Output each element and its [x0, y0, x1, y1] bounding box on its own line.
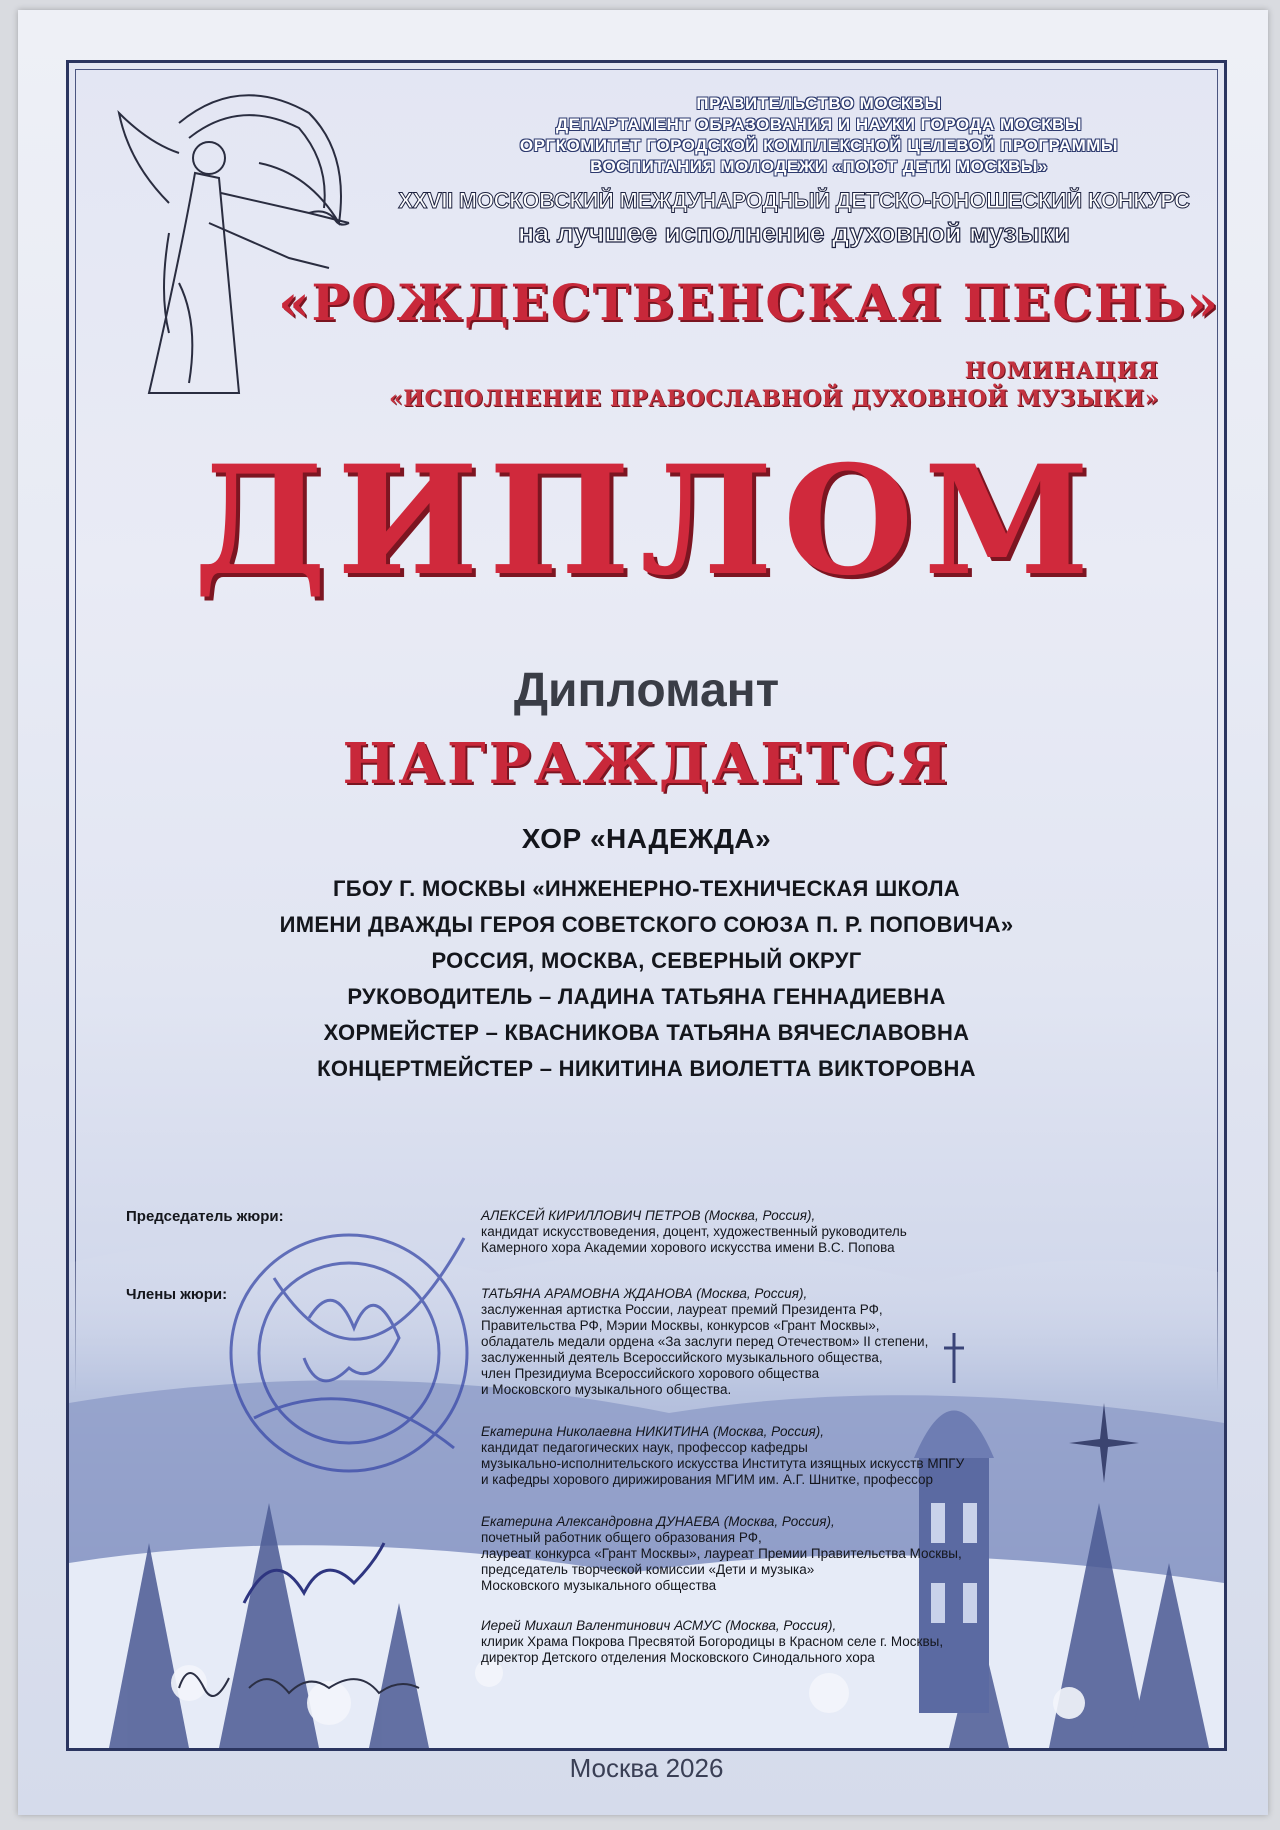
jury-member-name: Екатерина Николаевна НИКИТИНА (Москва, Россия),: [481, 1424, 824, 1439]
organizer-header: [509, 93, 1129, 177]
jury-member-detail: кандидат искусствоведения, доцент, художественный руководитель: [481, 1224, 907, 1239]
header-line: ДЕПАРТАМЕНТ ОБРАЗОВАНИЯ И НАУКИ ГОРОДА МОСКВЫ: [556, 115, 1082, 134]
jury-member-name: Иерей Михаил Валентинович АСМУС (Москва, Россия),: [481, 1618, 837, 1633]
jury-member-detail: директор Детского отделения Московского Синодального хора: [481, 1650, 875, 1665]
jury-member-name: АЛЕКСЕЙ КИРИЛЛОВИЧ ПЕТРОВ (Москва, Россия),: [481, 1208, 816, 1223]
jury-chair-label: Председатель жюри:: [126, 1208, 284, 1225]
official-stamp: [214, 1218, 484, 1488]
award-level: Дипломант: [513, 664, 780, 717]
diploma-frame: [66, 60, 1227, 1783]
jury-member-name: ТАТЬЯНА АРАМОВНА ЖДАНОВА (Москва, Россия),: [481, 1286, 808, 1301]
header-line: ВОСПИТАНИЯ МОЛОДЕЖИ «ПОЮТ ДЕТИ МОСКВЫ»: [590, 157, 1048, 176]
jury-member-detail: почетный работник общего образования РФ,: [481, 1530, 762, 1545]
jury-member-detail: Московского музыкального общества: [481, 1578, 717, 1593]
jury-member-detail: и кафедры хорового дирижирования МГИМ им. А.Г. Шнитке, профессор: [481, 1472, 934, 1487]
contest-title: [359, 188, 1229, 249]
recipient-name: ХОР «НАДЕЖДА»: [521, 823, 772, 854]
contest-line-2: на лучшее исполнение духовной музыки: [517, 218, 1070, 248]
contest-line-1: XXVII МОСКОВСКИЙ МЕЖДУНАРОДНЫЙ ДЕТСКО-ЮНОШЕСКИЙ КОНКУРС: [398, 188, 1190, 213]
jury-member-detail: кандидат педагогических наук, профессор кафедры: [481, 1440, 808, 1455]
jury-member-name: Екатерина Александровна ДУНАЕВА (Москва, Россия),: [481, 1514, 835, 1529]
signature: [169, 1648, 429, 1718]
awarded-heading: НАГРАЖДАЕТСЯ: [342, 731, 951, 797]
recipient-line: КОНЦЕРТМЕЙСТЕР – НИКИТИНА ВИОЛЕТТА ВИКТОРОВНА: [317, 1056, 976, 1081]
jury-member-detail: обладатель медали ордена «За заслуги перед Отечеством» II степени,: [481, 1334, 929, 1349]
city-year: Москва 2026: [569, 1753, 724, 1783]
jury-member-detail: клирик Храма Покрова Пресвятой Богородицы в Красном селе г. Москвы,: [481, 1634, 944, 1649]
signature: [234, 1533, 394, 1623]
jury-member-detail: музыкально-исполнительского искусства Института изящных искусств МПГУ: [481, 1456, 965, 1471]
jury-member-detail: и Московского музыкального общества.: [481, 1382, 732, 1397]
header-line: ПРАВИТЕЛЬСТВО МОСКВЫ: [696, 94, 942, 113]
jury-member-detail: Камерного хора Академии хорового искусства имени В.С. Попова: [481, 1240, 895, 1255]
jury-member-detail: Правительства РФ, Мэрии Москвы, конкурсов «Грант Москвы»,: [481, 1318, 880, 1333]
contest-name: «РОЖДЕСТВЕНСКАЯ ПЕСНЬ»: [278, 273, 1220, 332]
nomination-value: «ИСПОЛНЕНИЕ ПРАВОСЛАВНОЙ ДУХОВНОЙ МУЗЫКИ»: [388, 386, 1159, 412]
header-line: ОРГКОМИТЕТ ГОРОДСКОЙ КОМПЛЕКСНОЙ ЦЕЛЕВОЙ ПРОГРАММЫ: [519, 136, 1119, 155]
recipient-block: [69, 823, 1224, 1087]
recipient-line: РОССИЯ, МОСКВА, СЕВЕРНЫЙ ОКРУГ: [431, 948, 862, 973]
paper-sheet: [18, 10, 1268, 1815]
recipient-line: ИМЕНИ ДВАЖДЫ ГЕРОЯ СОВЕТСКОГО СОЮЗА П. Р. ПОПОВИЧА»: [279, 912, 1014, 937]
recipient-line: ХОРМЕЙСТЕР – КВАСНИКОВА ТАТЬЯНА ВЯЧЕСЛАВОВНА: [323, 1020, 970, 1045]
jury-member-detail: лауреат конкурса «Грант Москвы», лауреат Премии Правительства Москвы,: [481, 1546, 962, 1561]
nomination-label: НОМИНАЦИЯ: [964, 358, 1159, 384]
jury-member-detail: председатель творческой комиссии «Дети и музыка»: [481, 1562, 815, 1577]
jury-member-detail: член Президиума Всероссийского хорового общества: [481, 1366, 820, 1381]
diploma-title: ДИПЛОМ: [193, 433, 1100, 609]
jury-member-detail: заслуженная артистка России, лауреат премий Президента РФ,: [481, 1302, 883, 1317]
recipient-line: РУКОВОДИТЕЛЬ – ЛАДИНА ТАТЬЯНА ГЕННАДИЕВНА: [347, 984, 946, 1009]
jury-members-label: Члены жюри:: [126, 1286, 228, 1303]
jury-member-detail: заслуженный деятель Всероссийского музыкального общества,: [481, 1350, 883, 1365]
angel-illustration: [109, 83, 369, 413]
nomination: [389, 358, 1159, 412]
recipient-line: ГБОУ Г. МОСКВЫ «ИНЖЕНЕРНО-ТЕХНИЧЕСКАЯ ШКОЛА: [332, 876, 960, 901]
